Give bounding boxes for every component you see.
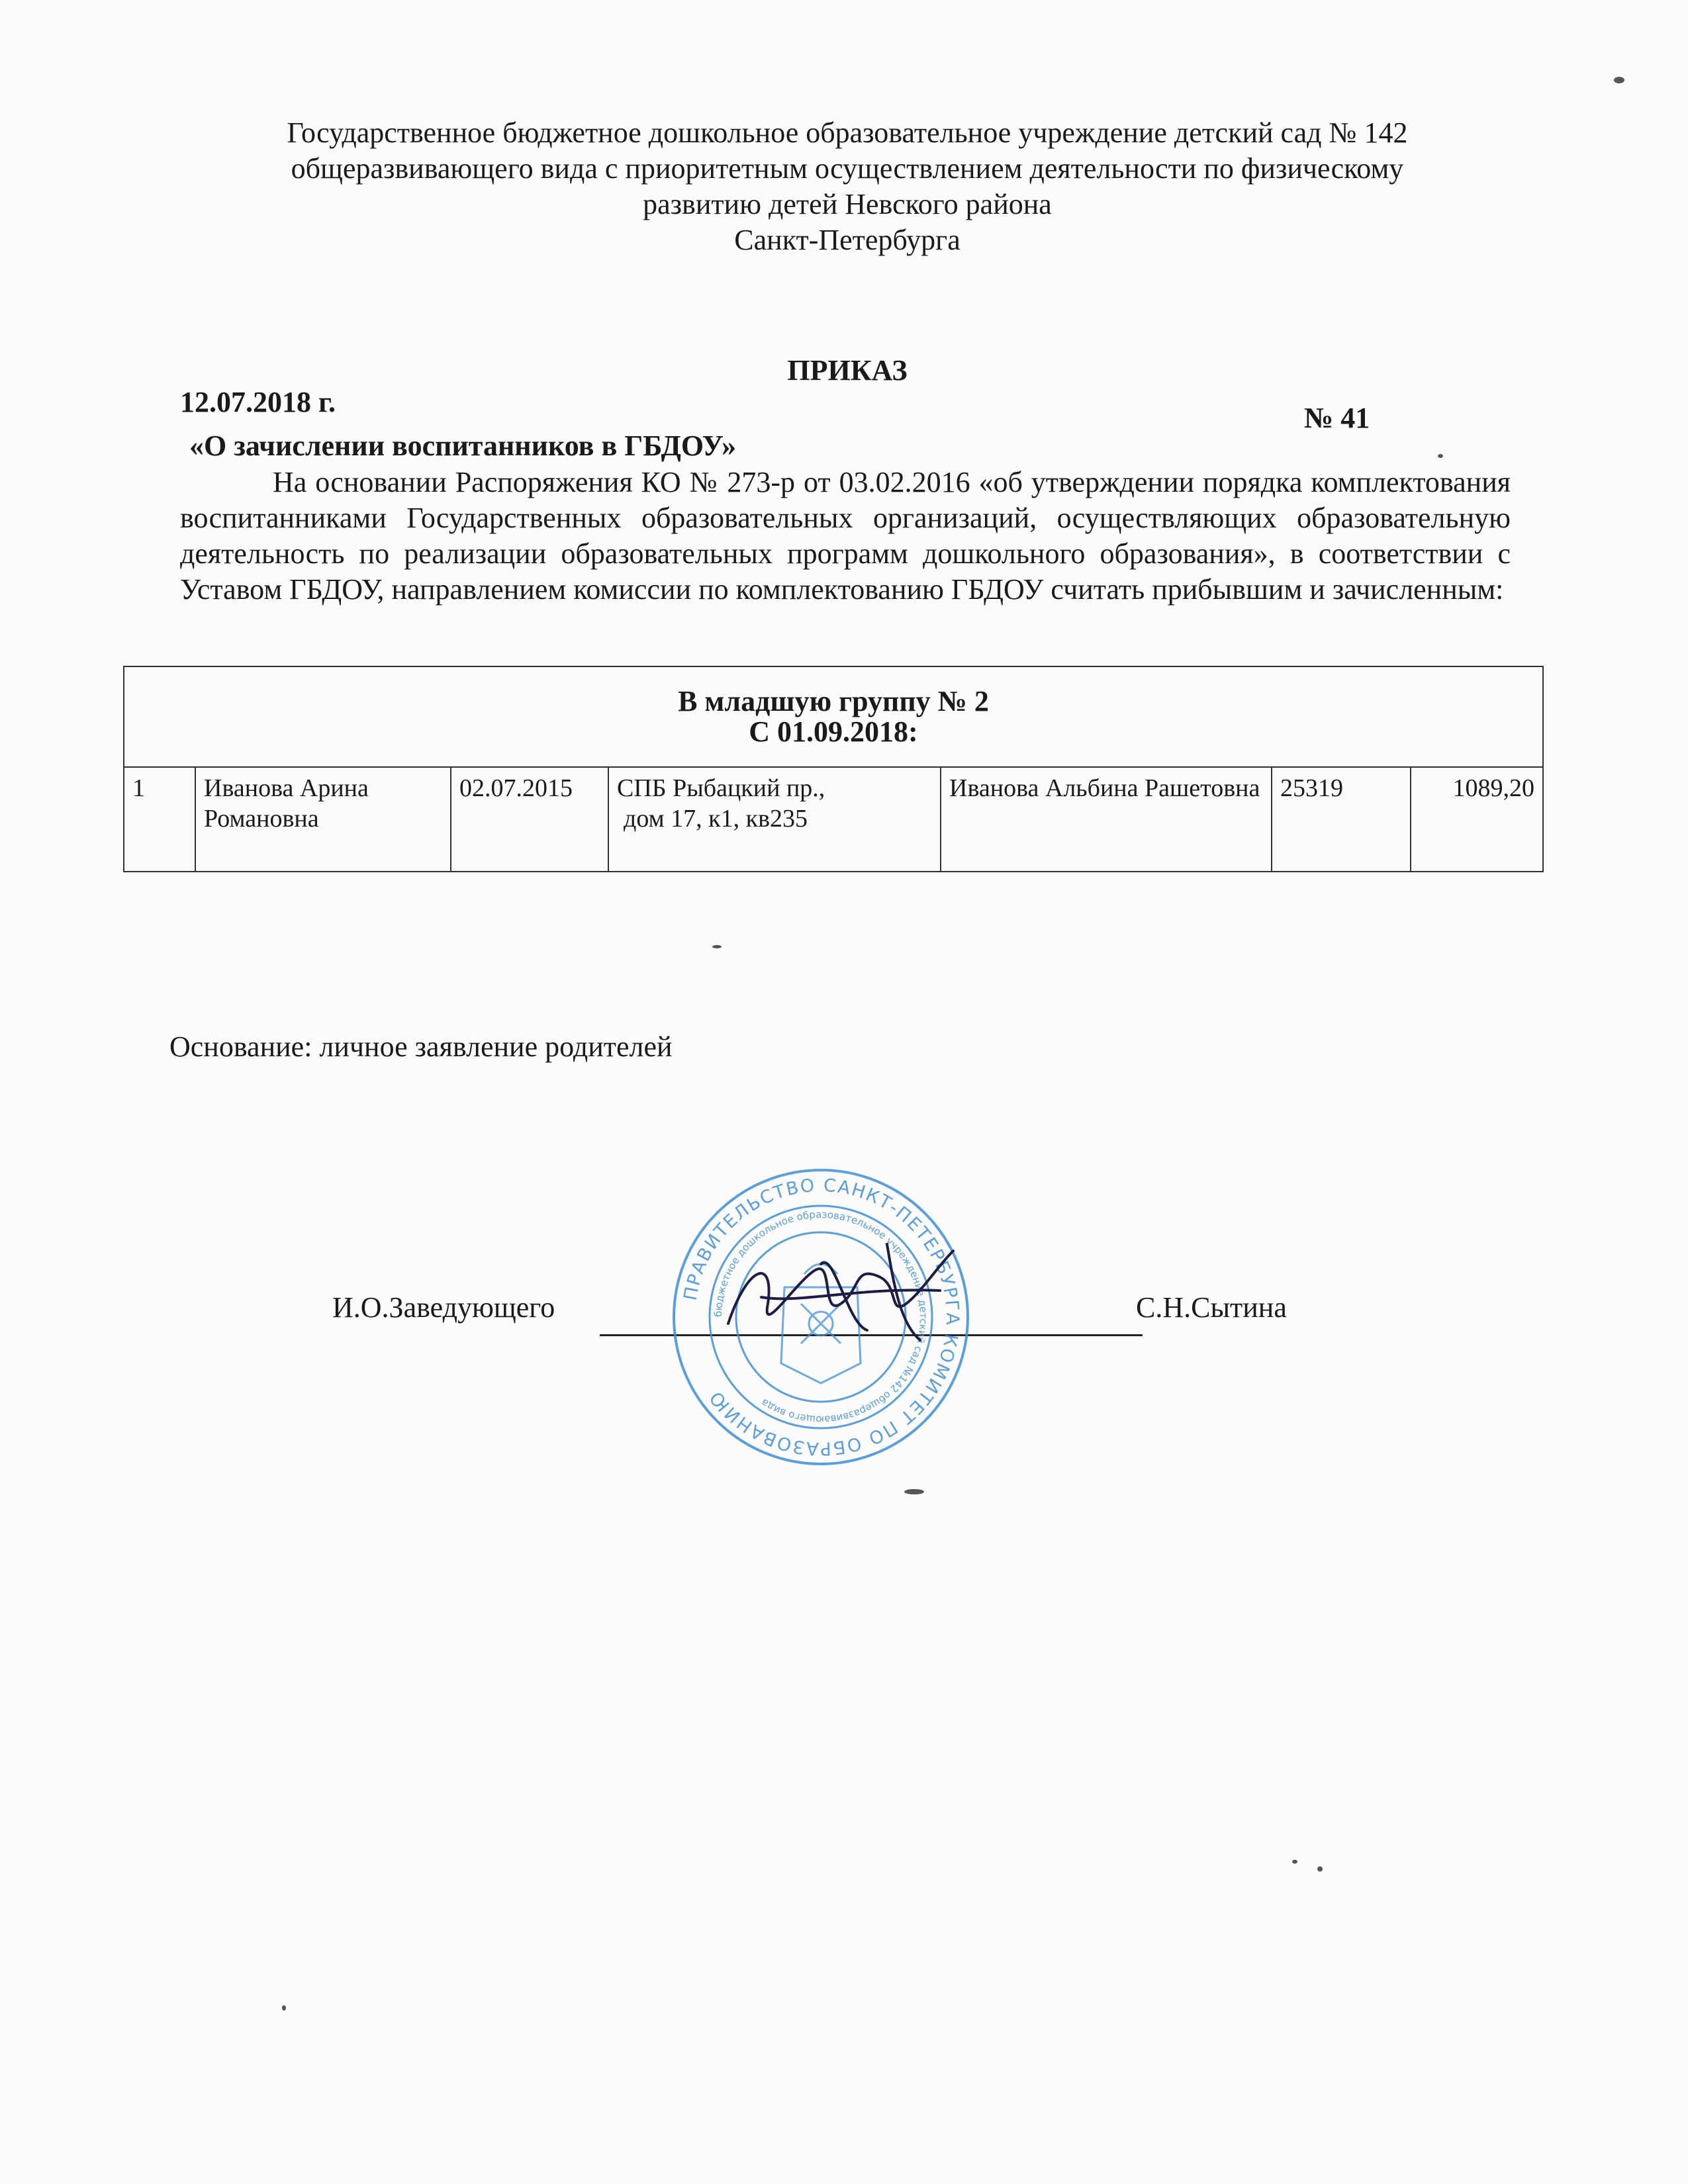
- scan-speck: [282, 2005, 286, 2011]
- cell-parent-name: Иванова Альбина Рашетовна: [941, 767, 1272, 872]
- order-number: № 41: [1304, 402, 1370, 434]
- scan-speck: [904, 1489, 924, 1494]
- handwritten-signature: [722, 1224, 960, 1357]
- scan-speck: [1438, 454, 1443, 458]
- header-line-4: Санкт-Петербурга: [734, 224, 961, 256]
- enrollment-table: [123, 666, 1544, 872]
- signer-name: С.Н.Сытина: [1136, 1291, 1287, 1324]
- scan-speck: [1317, 1866, 1323, 1872]
- table-group-header: [124, 666, 1543, 767]
- order-body: На основании Распоряжения КО № 273-р от 03.02.2016 «об утверждении порядка комплектования воспитанниками Государственных образовательных организаций, осуществляющих образовательную деятельность по реализации образовательных программ дошкольного образования», в соответствии с Уставом ГБДОУ, направлением комиссии по комплектованию ГБДОУ считать прибывшим и зачисленным:: [180, 466, 1511, 606]
- header-line-2: общеразвивающего вида с приоритетным осуществлением деятельности по физическому: [291, 152, 1404, 185]
- cell-code: 25319: [1272, 767, 1411, 872]
- scan-speck: [712, 945, 722, 948]
- cell-birth-date: 02.07.2015: [451, 767, 608, 872]
- cell-amount: 1089,20: [1411, 767, 1543, 872]
- scan-speck: [1614, 77, 1624, 83]
- table-row: [124, 767, 1543, 872]
- group-name: В младшую группу № 2: [678, 685, 989, 717]
- group-start-date: С 01.09.2018:: [749, 715, 918, 748]
- header-line-3: развитию детей Невского района: [643, 188, 1052, 220]
- cell-child-name: Иванова Арина Романовна: [195, 767, 451, 872]
- svg-text:ПРАВИТЕЛЬСТВО САНКТ-ПЕТЕРБУРГА: ПРАВИТЕЛЬСТВО САНКТ-ПЕТЕРБУРГА КОМИТЕТ ПО ОБРАЗОВАНИЮ: [680, 1175, 963, 1459]
- address-line-1: СПБ Рыбацкий пр.,: [617, 774, 825, 802]
- cell-address: [608, 767, 941, 872]
- order-title: ПРИКАЗ: [787, 354, 908, 387]
- cell-number: 1: [124, 767, 195, 872]
- svg-text:бюджетное дошкольное образоват: бюджетное дошкольное образовательное учреждение детский сад №142 общеразвивающего вида: [712, 1208, 930, 1426]
- scan-speck: [1292, 1860, 1297, 1864]
- signer-position: И.О.Заведующего: [332, 1291, 555, 1324]
- order-date: 12.07.2018 г.: [180, 386, 336, 418]
- address-line-2: дом 17, к1, кв235: [624, 805, 808, 833]
- document-header: [159, 115, 1536, 258]
- header-line-1: Государственное бюджетное дошкольное образовательное учреждение детский сад № 142: [287, 116, 1408, 149]
- basis-text: Основание: личное заявление родителей: [169, 1030, 673, 1063]
- order-subject: «О зачислении воспитанников в ГБДОУ»: [189, 430, 737, 462]
